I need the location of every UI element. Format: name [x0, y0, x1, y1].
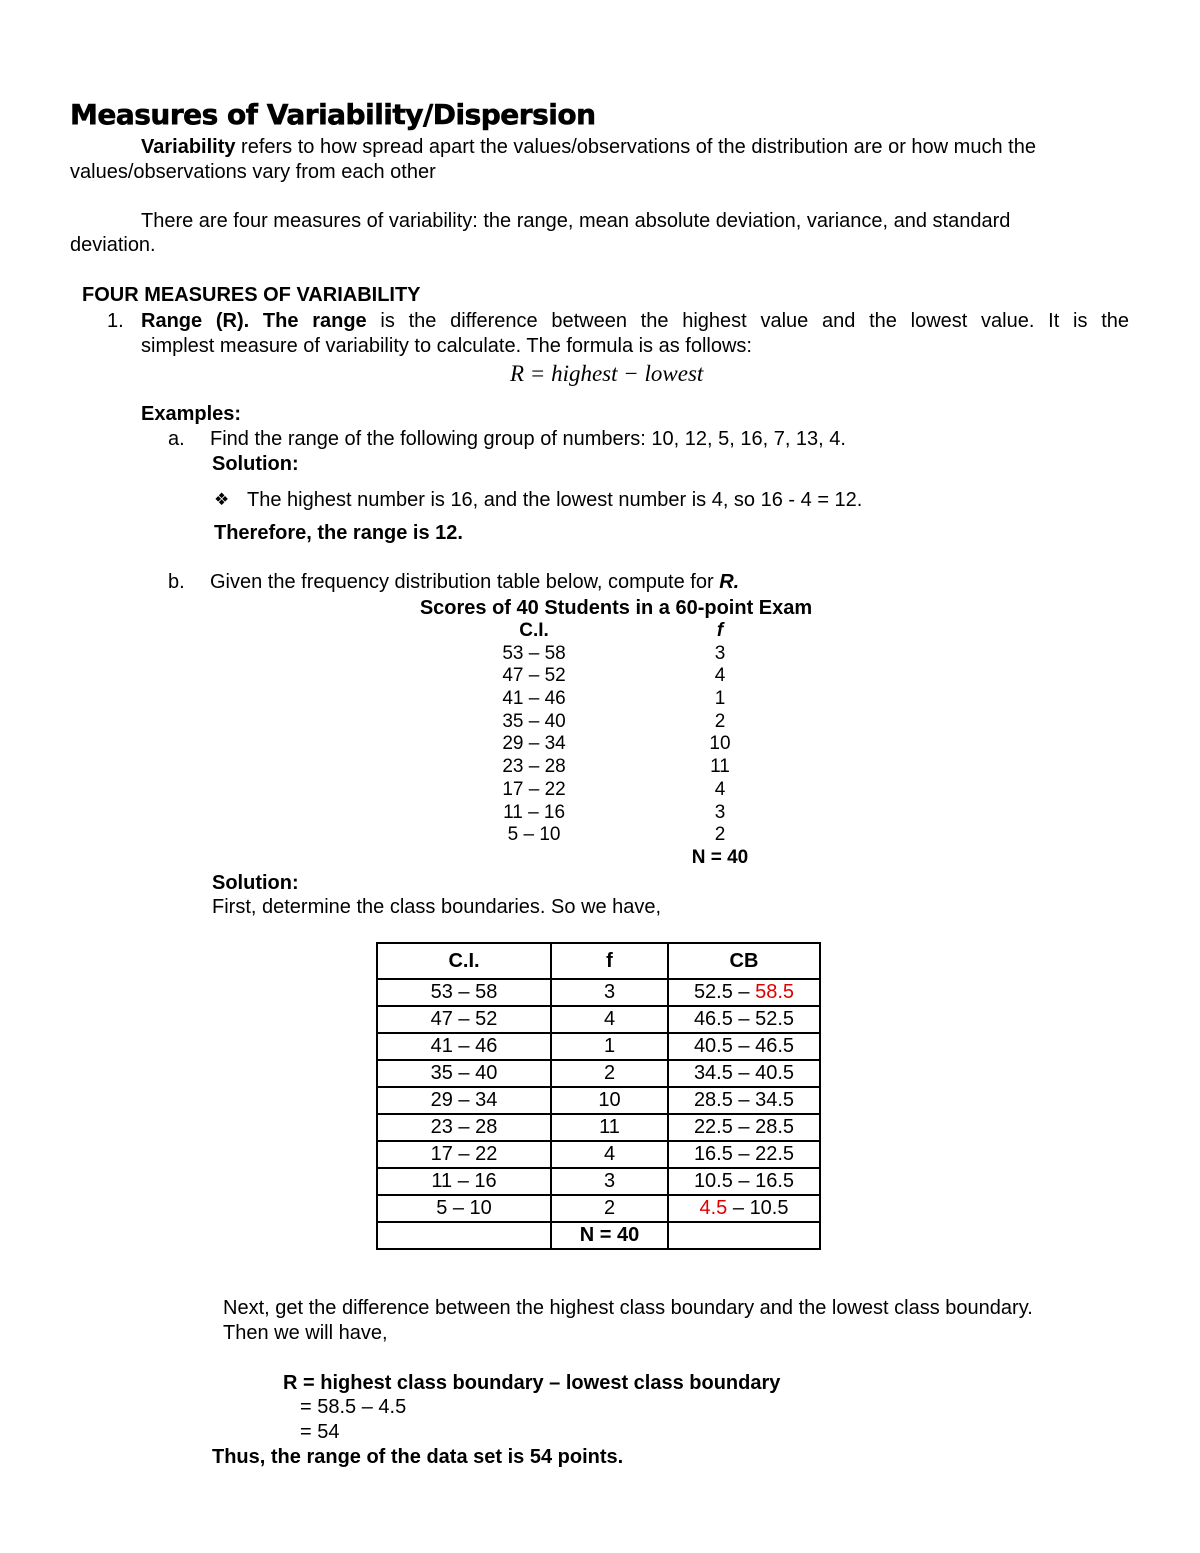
cb-total-n: N = 40: [551, 1222, 668, 1249]
frequency-ci-cell: 23 – 28: [502, 756, 566, 778]
frequency-ci-cell: 47 – 52: [502, 665, 566, 687]
cb-lower-boundary: 28.5: [693, 1089, 733, 1111]
example-a-conclusion: Therefore, the range is 12.: [214, 522, 463, 544]
intro-line-1: [141, 135, 1036, 159]
cb-lower-boundary: 40.5: [693, 1035, 733, 1057]
cb-table-row: [377, 1033, 820, 1060]
total-n: [598, 846, 749, 870]
cb-table-total-row: [377, 1222, 820, 1249]
cb-table-row: [377, 1087, 820, 1114]
cb-upper-boundary: 46.5: [755, 1035, 795, 1057]
cb-header-f: f: [551, 943, 668, 979]
cb-header-ci: C.I.: [377, 943, 551, 979]
frequency-f-value: 2: [714, 710, 726, 732]
frequency-f-cell: [598, 711, 740, 734]
calc-step-2: = 54: [300, 1421, 340, 1443]
frequency-ci-cell: 29 – 34: [502, 733, 566, 755]
section-heading: FOUR MEASURES OF VARIABILITY: [82, 284, 421, 306]
cb-ci-cell: 11 – 16: [377, 1168, 551, 1195]
next-step-line-2: Then we will have,: [223, 1322, 388, 1344]
frequency-f-value: 10: [709, 733, 731, 755]
cb-lower-boundary: 46.5: [693, 1008, 733, 1030]
frequency-f-cell: [598, 779, 740, 802]
cb-upper-boundary: 52.5: [755, 1008, 795, 1030]
frequency-ci-cell: 41 – 46: [502, 688, 566, 710]
cb-boundary-cell: 46.5 – 52.5: [668, 1006, 820, 1033]
cb-ci-cell: 35 – 40: [377, 1060, 551, 1087]
frequency-table-header: [470, 620, 740, 643]
example-b-first-step: First, determine the class boundaries. So we have,: [212, 896, 662, 918]
variability-term: Variability: [141, 136, 236, 158]
frequency-f-value: 1: [714, 688, 726, 710]
cb-header-cb: CB: [668, 943, 820, 979]
frequency-table-row: [470, 665, 740, 688]
cb-lower-boundary: 16.5: [693, 1143, 733, 1165]
cb-boundary-cell: 34.5 – 40.5: [668, 1060, 820, 1087]
cb-f-cell: 2: [551, 1060, 668, 1087]
cb-f-cell: 4: [551, 1006, 668, 1033]
frequency-ci-cell: 53 – 58: [502, 642, 566, 664]
cb-upper-boundary: 16.5: [755, 1170, 795, 1192]
cb-table-row: [377, 1006, 820, 1033]
frequency-table-total: [470, 846, 749, 870]
cb-boundary-cell: 52.5 – 58.5: [668, 979, 820, 1006]
frequency-table-title: Scores of 40 Students in a 60-point Exam: [419, 597, 813, 619]
frequency-f-cell: [598, 802, 740, 825]
cb-boundary-cell: 4.5 – 10.5: [668, 1195, 820, 1222]
item-1-rest: is the difference between the highest value and the lowest value. It is the: [366, 310, 1129, 332]
frequency-f-value: 11: [710, 756, 730, 778]
total-n-text: N = 40: [691, 846, 749, 868]
item-1-line-2: simplest measure of variability to calculate. The formula is as follows:: [141, 335, 752, 357]
cb-upper-boundary: 22.5: [755, 1143, 795, 1165]
cb-table-row: [377, 1114, 820, 1141]
cb-ci-cell: 29 – 34: [377, 1087, 551, 1114]
examples-label: Examples:: [141, 403, 242, 425]
cb-f-cell: 4: [551, 1141, 668, 1168]
example-a-question: Find the range of the following group of numbers: 10, 12, 5, 16, 7, 13, 4.: [210, 428, 846, 450]
example-b-question: [210, 570, 739, 594]
frequency-f-cell: [598, 756, 740, 779]
cb-upper-boundary: 40.5: [755, 1062, 795, 1084]
cb-table-header: [377, 943, 820, 979]
cb-upper-boundary: 10.5: [749, 1197, 789, 1219]
frequency-f-value: 3: [714, 801, 726, 823]
cb-upper-boundary: 28.5: [755, 1116, 795, 1138]
cb-total-empty: [377, 1222, 551, 1249]
frequency-f-value: 4: [714, 778, 726, 800]
cb-f-cell: 10: [551, 1087, 668, 1114]
frequency-ci-cell: 35 – 40: [502, 710, 566, 732]
cb-boundary-cell: 22.5 – 28.5: [668, 1114, 820, 1141]
cb-lower-boundary: 34.5: [693, 1062, 733, 1084]
cb-boundary-cell: 28.5 – 34.5: [668, 1087, 820, 1114]
frequency-f-cell: [598, 733, 740, 756]
range-cb-formula: R = highest class boundary – lowest class boundary: [283, 1372, 781, 1394]
cb-ci-cell: 53 – 58: [377, 979, 551, 1006]
example-a-bullet-text: The highest number is 16, and the lowest number is 4, so 16 - 4 = 12.: [247, 489, 863, 511]
cb-ci-cell: 41 – 46: [377, 1033, 551, 1060]
frequency-f-value: 4: [714, 665, 726, 687]
cb-boundary-cell: 16.5 – 22.5: [668, 1141, 820, 1168]
calc-step-1: = 58.5 – 4.5: [300, 1396, 407, 1418]
frequency-table-row: [470, 824, 740, 847]
intro-line-2: values/observations vary from each other: [70, 161, 436, 183]
frequency-table-row: [470, 756, 740, 779]
example-b-conclusion: Thus, the range of the data set is 54 points.: [212, 1446, 624, 1468]
cb-f-cell: 3: [551, 979, 668, 1006]
frequency-table-row: [470, 711, 740, 734]
frequency-f-cell: [598, 688, 740, 711]
item-1-number: 1.: [107, 310, 124, 332]
frequency-f-value: 3: [714, 642, 726, 664]
frequency-table-body: [470, 643, 740, 847]
col-f-header: [598, 620, 740, 643]
cb-lower-boundary: 10.5: [693, 1170, 733, 1192]
page-title: Measures of Variability/Dispersion: [70, 98, 596, 131]
range-label: Range (R). The range: [141, 310, 367, 332]
cb-ci-cell: 47 – 52: [377, 1006, 551, 1033]
frequency-table-row: [470, 802, 740, 825]
cb-f-cell: 2: [551, 1195, 668, 1222]
example-b-question-var: R.: [719, 571, 740, 593]
cb-f-cell: 3: [551, 1168, 668, 1195]
cb-upper-boundary: 58.5: [755, 981, 795, 1003]
cb-upper-boundary: 34.5: [755, 1089, 795, 1111]
cb-table-row: [377, 1141, 820, 1168]
cb-lower-boundary: 52.5: [693, 981, 733, 1003]
cb-f-cell: 1: [551, 1033, 668, 1060]
frequency-ci-cell: 5 – 10: [507, 824, 561, 846]
cb-lower-boundary: 4.5: [699, 1197, 728, 1219]
example-b-solution-label: Solution:: [212, 872, 299, 894]
cb-ci-cell: 5 – 10: [377, 1195, 551, 1222]
cb-table-row: [377, 1195, 820, 1222]
item-1-line-1: [141, 309, 1129, 333]
frequency-table-row: [470, 643, 740, 666]
class-boundaries-table: [376, 942, 821, 1250]
cb-boundary-cell: 10.5 – 16.5: [668, 1168, 820, 1195]
col-ci-header: C.I.: [519, 620, 549, 641]
example-a-solution-label: Solution:: [212, 453, 299, 475]
cb-ci-cell: 23 – 28: [377, 1114, 551, 1141]
frequency-f-cell: [598, 665, 740, 688]
intro-p2-line-2: deviation.: [70, 234, 156, 256]
example-b-question-text: Given the frequency distribution table below, compute for: [210, 571, 720, 593]
cb-table-row: [377, 1060, 820, 1087]
range-formula: R = highest − lowest: [510, 361, 704, 386]
example-a-letter: a.: [168, 428, 185, 450]
col-f-header-text: f: [716, 620, 724, 641]
frequency-table-row: [470, 733, 740, 756]
cb-table-body: [377, 979, 820, 1222]
frequency-table: [470, 620, 749, 870]
next-step-line-1: Next, get the difference between the highest class boundary and the lowest class boundary.: [223, 1297, 1033, 1319]
frequency-ci-cell: 17 – 22: [502, 778, 566, 800]
intro-p2-line-1: There are four measures of variability: the range, mean absolute deviation, variance, and standard: [141, 210, 1011, 232]
intro-line-1-rest: refers to how spread apart the values/observations of the distribution are or how much the: [235, 136, 1036, 158]
frequency-ci-cell: 11 – 16: [503, 801, 566, 823]
cb-ci-cell: 17 – 22: [377, 1141, 551, 1168]
frequency-f-cell: [598, 824, 740, 847]
cb-boundary-cell: 40.5 – 46.5: [668, 1033, 820, 1060]
cb-table-row: [377, 1168, 820, 1195]
frequency-table-row: [470, 688, 740, 711]
frequency-f-value: 2: [714, 824, 726, 846]
cb-total-empty-2: [668, 1222, 820, 1249]
diamond-bullet-icon: ❖: [214, 490, 230, 509]
frequency-table-row: [470, 779, 740, 802]
cb-f-cell: 11: [551, 1114, 668, 1141]
example-b-letter: b.: [168, 571, 185, 593]
frequency-f-cell: [598, 643, 740, 666]
cb-lower-boundary: 22.5: [693, 1116, 733, 1138]
cb-table-row: [377, 979, 820, 1006]
